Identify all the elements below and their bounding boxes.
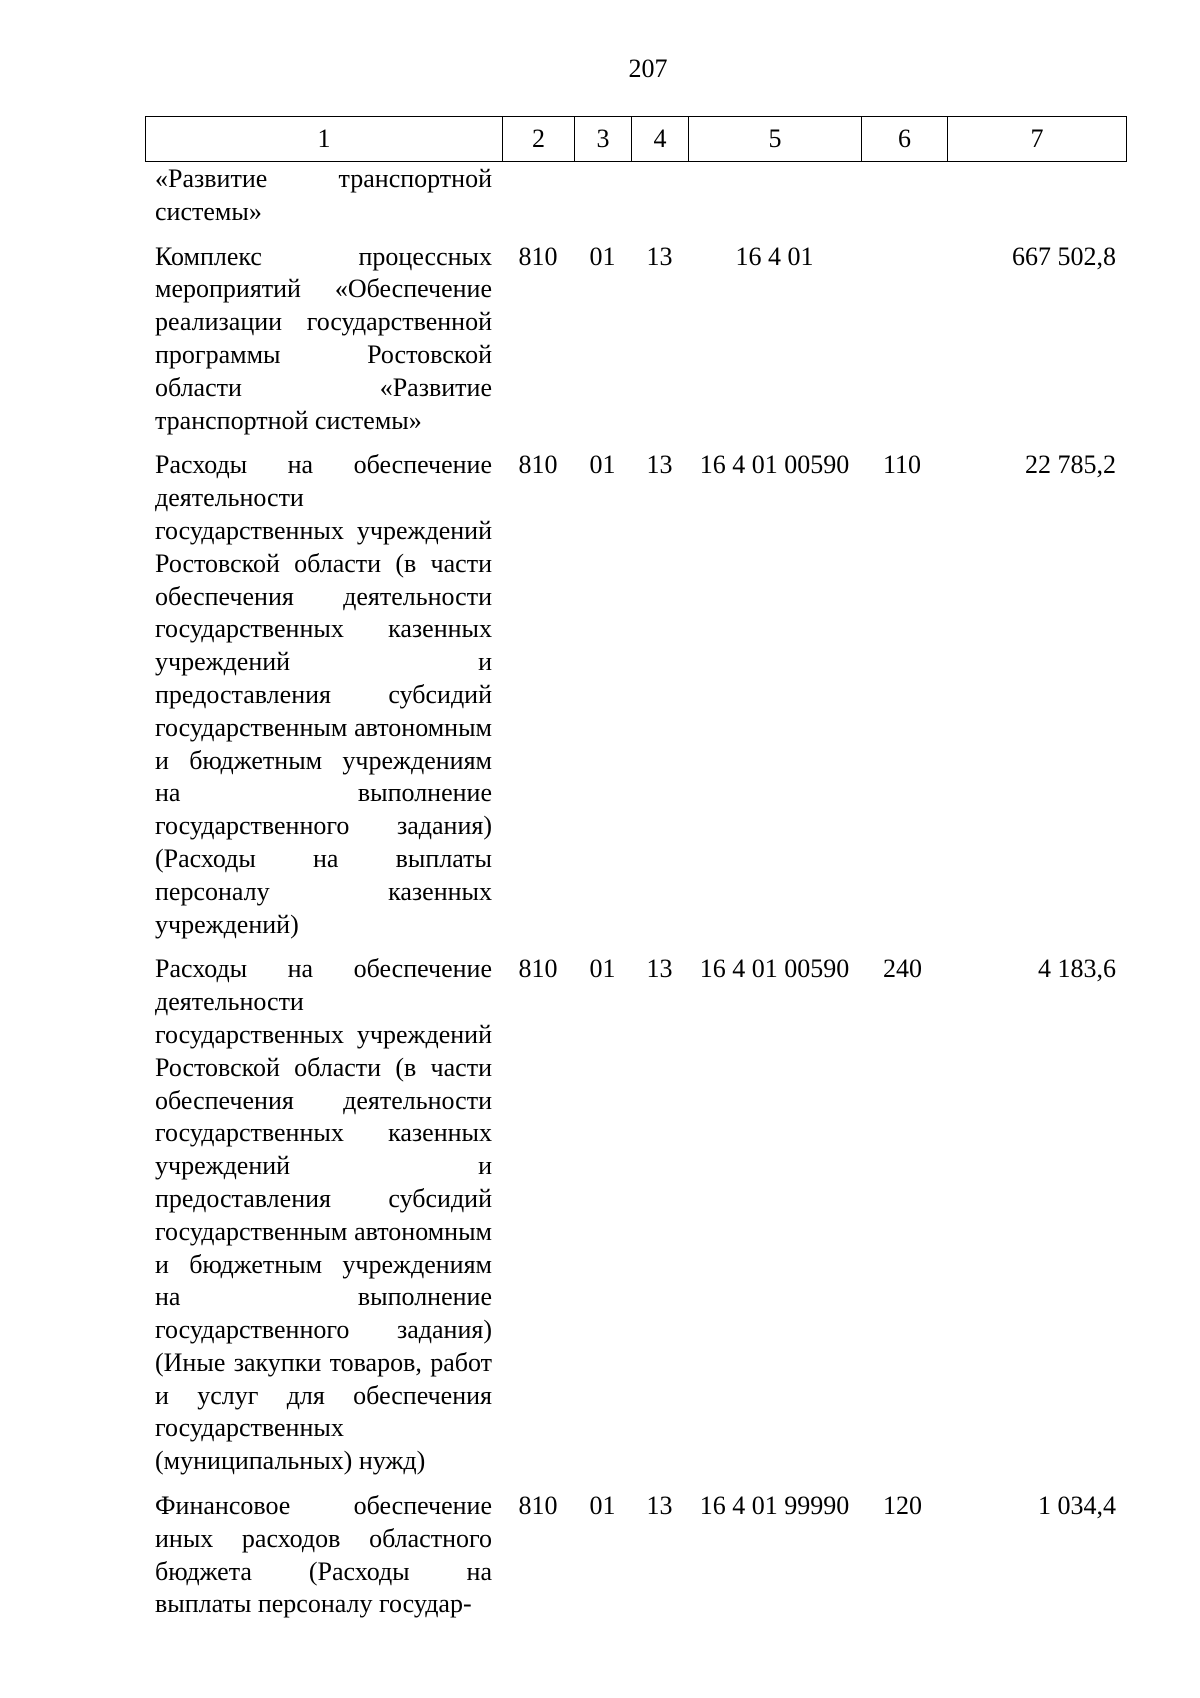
row-cell-7: 667 502,8 xyxy=(1012,241,1116,271)
row-cell-5: 16 4 01 00590 xyxy=(699,954,850,984)
row-cell-3: 01 xyxy=(589,241,616,271)
row-cell-3: 01 xyxy=(589,1491,616,1521)
row-cell-5: 16 4 01 99990 xyxy=(699,1491,850,1521)
table-row xyxy=(145,1478,1126,1621)
row-cell-3: 01 xyxy=(589,954,616,984)
table-header xyxy=(145,116,1127,162)
column-header-4: 4 xyxy=(632,117,689,162)
row-description: Комплекс процессных мероприятий «Обеспечение реализации государственной программы Ростовской области «Развитие транспортной системы» xyxy=(155,241,492,435)
table-row xyxy=(145,163,1126,229)
row-cell-2: 810 xyxy=(518,1491,558,1521)
row-cell-6 xyxy=(861,229,947,438)
row-description: Финансовое обеспечение иных расходов областного бюджета (Расходы на выплаты персоналу государ- xyxy=(155,1491,492,1619)
row-cell-3: 01 xyxy=(589,450,616,480)
column-header-7: 7 xyxy=(948,117,1127,162)
table-row xyxy=(145,941,1126,1478)
row-cell-4: 13 xyxy=(646,241,673,271)
row-cell-7 xyxy=(947,163,1126,229)
table-row xyxy=(145,437,1126,941)
page-number: 207 xyxy=(628,54,668,83)
column-header-3: 3 xyxy=(575,117,632,162)
row-cell-2: 810 xyxy=(518,241,558,271)
row-cell-5 xyxy=(688,163,861,229)
row-cell-5: 16 4 01 00590 xyxy=(699,450,850,480)
row-cell-7: 22 785,2 xyxy=(1025,450,1116,480)
row-cell-7: 1 034,4 xyxy=(1038,1491,1116,1521)
row-description: Расходы на обеспечение деятельности государственных учреждений Ростовской области (в части обеспечения деятельности государственных казенных учреждений и предоставления субсидий государственным автономным и бюджетным учреждениям на выполнение государственного задания) (Расходы на выплаты персоналу казенных учреждений) xyxy=(155,450,492,939)
row-cell-6: 110 xyxy=(883,450,922,480)
row-cell-4 xyxy=(631,163,688,229)
row-cell-2: 810 xyxy=(518,954,558,984)
row-cell-7: 4 183,6 xyxy=(1038,954,1116,984)
row-cell-4: 13 xyxy=(646,450,673,480)
row-cell-4: 13 xyxy=(646,1491,673,1521)
row-description: «Развитие транспортной системы» xyxy=(155,164,492,226)
table-row xyxy=(145,229,1126,438)
row-cell-2 xyxy=(502,163,574,229)
column-header-2: 2 xyxy=(503,117,575,162)
budget-table xyxy=(145,163,1126,1621)
column-header-5: 5 xyxy=(689,117,862,162)
column-header-6: 6 xyxy=(862,117,948,162)
row-cell-6: 240 xyxy=(883,954,922,984)
header-row xyxy=(146,117,1127,162)
column-header-1: 1 xyxy=(146,117,503,162)
row-cell-6: 120 xyxy=(883,1491,922,1521)
row-cell-2: 810 xyxy=(518,450,558,480)
row-cell-6 xyxy=(861,163,947,229)
row-cell-3 xyxy=(574,163,631,229)
row-cell-5: 16 4 01 xyxy=(735,241,814,271)
row-cell-4: 13 xyxy=(646,954,673,984)
row-description: Расходы на обеспечение деятельности государственных учреждений Ростовской области (в части обеспечения деятельности государственных казенных учреждений и предоставления субсидий государственным автономным и бюджетным учреждениям на выполнение государственного задания) (Иные закупки товаров, работ и услуг для обеспечения государственных (муниципальных) нужд) xyxy=(155,954,492,1476)
